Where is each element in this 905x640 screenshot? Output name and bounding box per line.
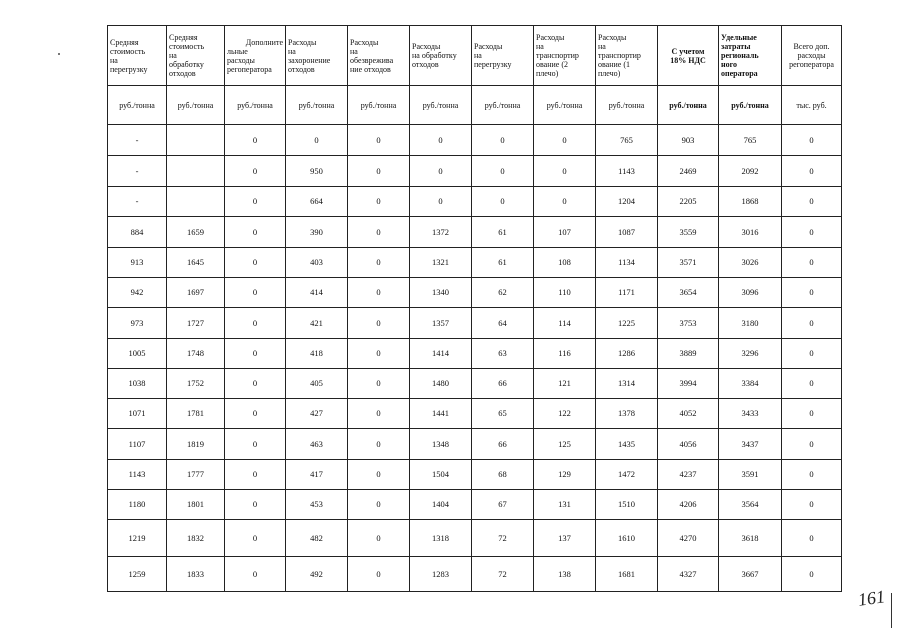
- table-cell: 0: [225, 278, 286, 308]
- table-cell: 390: [286, 217, 348, 248]
- table-cell: 67: [472, 490, 534, 520]
- table-cell: 1204: [596, 187, 658, 217]
- table-cell: 0: [348, 308, 410, 339]
- header-row: [108, 26, 842, 86]
- header-text: регоператора: [789, 60, 834, 69]
- table-cell: 1357: [410, 308, 472, 339]
- header-text: Средняя: [169, 33, 198, 42]
- table-cell: 138: [534, 557, 596, 592]
- table-cell: 1283: [410, 557, 472, 592]
- table-cell: 1727: [167, 308, 225, 339]
- table-row: [108, 399, 842, 429]
- table-cell: 1510: [596, 490, 658, 520]
- table-cell: 884: [108, 217, 167, 248]
- table-cell: 121: [534, 369, 596, 399]
- table-cell: 3433: [719, 399, 782, 429]
- table-cell: 66: [472, 369, 534, 399]
- table-cell: 1748: [167, 339, 225, 369]
- header-text: ование (1: [598, 60, 630, 69]
- header-text: Всего доп.: [793, 42, 830, 51]
- table-cell: 3016: [719, 217, 782, 248]
- unit-cell: руб./тонна: [472, 86, 534, 125]
- units-row: [108, 86, 842, 125]
- table-cell: 131: [534, 490, 596, 520]
- table-cell: 0: [348, 557, 410, 592]
- table-cell: 973: [108, 308, 167, 339]
- table-cell: 0: [534, 187, 596, 217]
- table-cell: 0: [225, 339, 286, 369]
- header-cell: [719, 26, 782, 86]
- table-header: [108, 26, 842, 125]
- table-cell: 0: [225, 217, 286, 248]
- header-text: стоимость: [169, 42, 205, 51]
- table-cell: 0: [225, 490, 286, 520]
- header-cell: [596, 26, 658, 86]
- table-row: [108, 429, 842, 460]
- table-cell: 4056: [658, 429, 719, 460]
- header-text: на: [350, 46, 358, 56]
- table-cell: 0: [782, 125, 842, 156]
- table-cell: 3384: [719, 369, 782, 399]
- header-cell: [108, 26, 167, 86]
- table-row: [108, 248, 842, 278]
- table-cell: 1801: [167, 490, 225, 520]
- header-cell: [782, 26, 842, 86]
- header-text: на: [288, 46, 296, 56]
- table-cell: 0: [348, 248, 410, 278]
- table-cell: 1071: [108, 399, 167, 429]
- header-text: обработку: [169, 60, 204, 69]
- table-cell: 418: [286, 339, 348, 369]
- header-text: стоимость: [110, 46, 146, 56]
- header-text: Расходы: [288, 37, 317, 47]
- table-cell: 0: [225, 369, 286, 399]
- table-row: [108, 557, 842, 592]
- header-text: региональ: [721, 51, 759, 60]
- table-cell: 72: [472, 557, 534, 592]
- table-cell: 63: [472, 339, 534, 369]
- header-text: льные: [227, 46, 248, 56]
- table-cell: 1038: [108, 369, 167, 399]
- table-cell: 1134: [596, 248, 658, 278]
- table-cell: 950: [286, 156, 348, 187]
- table-cell: 403: [286, 248, 348, 278]
- header-text: захоронение: [288, 55, 331, 65]
- table-cell: 427: [286, 399, 348, 429]
- table-cell: 1610: [596, 520, 658, 557]
- table-cell: 0: [782, 520, 842, 557]
- table-cell: -: [108, 125, 167, 156]
- table-cell: 0: [348, 369, 410, 399]
- table-cell: 492: [286, 557, 348, 592]
- table-row: [108, 490, 842, 520]
- header-cell: [534, 26, 596, 86]
- header-text: Расходы: [598, 33, 627, 42]
- table-cell: 0: [348, 460, 410, 490]
- table-cell: 66: [472, 429, 534, 460]
- table-cell: 0: [348, 490, 410, 520]
- header-text: затраты: [721, 42, 751, 51]
- header-text: ного: [721, 60, 738, 69]
- table-cell: 463: [286, 429, 348, 460]
- table-cell: 0: [225, 156, 286, 187]
- table-cell: 65: [472, 399, 534, 429]
- table-cell: 1404: [410, 490, 472, 520]
- table-cell: 1171: [596, 278, 658, 308]
- table-cell: 114: [534, 308, 596, 339]
- unit-cell: руб./тонна: [348, 86, 410, 125]
- table-cell: 64: [472, 308, 534, 339]
- header-text: отходов: [169, 69, 196, 78]
- table-cell: 2205: [658, 187, 719, 217]
- table-cell: 0: [225, 520, 286, 557]
- table-cell: 0: [782, 399, 842, 429]
- table-cell: 3994: [658, 369, 719, 399]
- table-cell: 2469: [658, 156, 719, 187]
- table-cell: 1868: [719, 187, 782, 217]
- table-row: [108, 369, 842, 399]
- table-row: [108, 187, 842, 217]
- page-number: 161: [856, 586, 887, 610]
- table-cell: 1752: [167, 369, 225, 399]
- table-cell: 0: [782, 460, 842, 490]
- header-text: на: [474, 51, 482, 60]
- table-cell: 3889: [658, 339, 719, 369]
- table-cell: 107: [534, 217, 596, 248]
- table-cell: 0: [472, 125, 534, 156]
- table-cell: 1435: [596, 429, 658, 460]
- table-cell: 1819: [167, 429, 225, 460]
- header-text: перегрузку: [110, 64, 148, 74]
- header-text: на: [110, 55, 118, 65]
- table-cell: 1143: [596, 156, 658, 187]
- table-cell: 68: [472, 460, 534, 490]
- table-cell: 1180: [108, 490, 167, 520]
- table-cell: 0: [225, 308, 286, 339]
- table-cell: 0: [348, 278, 410, 308]
- table-cell: 421: [286, 308, 348, 339]
- table-cell: 1480: [410, 369, 472, 399]
- table-cell: 913: [108, 248, 167, 278]
- table-cell: 0: [782, 187, 842, 217]
- table-body: [108, 125, 842, 592]
- table-cell: 1781: [167, 399, 225, 429]
- table-cell: 3618: [719, 520, 782, 557]
- table-cell: 903: [658, 125, 719, 156]
- table-cell: 3559: [658, 217, 719, 248]
- table-cell: 3437: [719, 429, 782, 460]
- table-cell: 0: [348, 429, 410, 460]
- table-cell: 0: [348, 125, 410, 156]
- table-cell: 1378: [596, 399, 658, 429]
- table-cell: 3296: [719, 339, 782, 369]
- header-text: на: [169, 51, 177, 60]
- table-cell: 129: [534, 460, 596, 490]
- header-text: Дополните: [245, 37, 283, 47]
- table-cell: 3180: [719, 308, 782, 339]
- table-cell: 3654: [658, 278, 719, 308]
- table-cell: 0: [410, 187, 472, 217]
- table-cell: -: [108, 187, 167, 217]
- table-cell: 0: [782, 429, 842, 460]
- unit-cell: руб./тонна: [534, 86, 596, 125]
- header-text: С учетом: [671, 46, 705, 56]
- table-cell: 3564: [719, 490, 782, 520]
- table-cell: 1321: [410, 248, 472, 278]
- table-cell: 482: [286, 520, 348, 557]
- header-text: транспортир: [598, 51, 641, 60]
- table-cell: [167, 125, 225, 156]
- table-cell: 0: [782, 248, 842, 278]
- table-cell: 0: [348, 520, 410, 557]
- header-text: оператора: [721, 69, 758, 78]
- table-cell: [167, 187, 225, 217]
- header-text: на: [598, 42, 606, 51]
- table-cell: 1472: [596, 460, 658, 490]
- table-cell: 1259: [108, 557, 167, 592]
- header-cell: [348, 26, 410, 86]
- table-cell: 1286: [596, 339, 658, 369]
- table-cell: 0: [782, 490, 842, 520]
- header-cell: [167, 26, 225, 86]
- table-cell: 0: [348, 399, 410, 429]
- table-cell: 1504: [410, 460, 472, 490]
- table-row: [108, 460, 842, 490]
- table-cell: 1087: [596, 217, 658, 248]
- table-cell: 61: [472, 217, 534, 248]
- table-cell: 0: [472, 187, 534, 217]
- table-cell: 1832: [167, 520, 225, 557]
- table-cell: 0: [348, 217, 410, 248]
- header-text: Расходы: [350, 37, 379, 47]
- header-text: Средняя: [110, 37, 139, 47]
- unit-cell: руб./тонна: [410, 86, 472, 125]
- table-cell: 1777: [167, 460, 225, 490]
- table-cell: 0: [225, 460, 286, 490]
- table-cell: 3571: [658, 248, 719, 278]
- header-text: плечо): [598, 69, 621, 78]
- table-cell: 0: [534, 125, 596, 156]
- table-cell: 664: [286, 187, 348, 217]
- table-cell: 3667: [719, 557, 782, 592]
- unit-cell: руб./тонна: [286, 86, 348, 125]
- table-cell: 4237: [658, 460, 719, 490]
- unit-cell: тыс. руб.: [782, 86, 842, 125]
- header-cell: [286, 26, 348, 86]
- unit-cell: руб./тонна: [167, 86, 225, 125]
- table-cell: 1372: [410, 217, 472, 248]
- table-cell: 4327: [658, 557, 719, 592]
- table-cell: 3753: [658, 308, 719, 339]
- table-cell: 122: [534, 399, 596, 429]
- table-cell: 1659: [167, 217, 225, 248]
- header-text: Расходы: [536, 33, 565, 42]
- header-text: 18% НДС: [670, 55, 706, 65]
- table-cell: 0: [472, 156, 534, 187]
- table-cell: 0: [225, 187, 286, 217]
- header-text: на обработку: [412, 51, 457, 60]
- table-row: [108, 339, 842, 369]
- unit-cell: руб./тонна: [225, 86, 286, 125]
- table-cell: 61: [472, 248, 534, 278]
- table-cell: 414: [286, 278, 348, 308]
- table-cell: 0: [286, 125, 348, 156]
- table-cell: 1219: [108, 520, 167, 557]
- table-cell: 1645: [167, 248, 225, 278]
- table-cell: 1414: [410, 339, 472, 369]
- table-cell: 1348: [410, 429, 472, 460]
- table-cell: 108: [534, 248, 596, 278]
- table-cell: 4052: [658, 399, 719, 429]
- header-text: отходов: [288, 64, 315, 74]
- table-cell: 0: [225, 557, 286, 592]
- table-cell: 4206: [658, 490, 719, 520]
- table-row: [108, 278, 842, 308]
- unit-cell: руб./тонна: [658, 86, 719, 125]
- table-cell: 1314: [596, 369, 658, 399]
- table-row: [108, 156, 842, 187]
- table-cell: 1107: [108, 429, 167, 460]
- table-cell: 0: [782, 369, 842, 399]
- table-cell: 0: [782, 308, 842, 339]
- table-row: [108, 217, 842, 248]
- header-text: отходов: [412, 60, 439, 69]
- header-text: ние отходов: [350, 64, 391, 74]
- table-cell: 1681: [596, 557, 658, 592]
- header-text: Расходы: [474, 42, 503, 51]
- header-text: расходы: [797, 51, 826, 60]
- table-row: [108, 125, 842, 156]
- table-cell: 0: [782, 339, 842, 369]
- table-cell: 0: [225, 125, 286, 156]
- header-text: Удельные: [721, 33, 757, 42]
- table-cell: 3026: [719, 248, 782, 278]
- header-text: транспортир: [536, 51, 579, 60]
- table-cell: 0: [348, 156, 410, 187]
- header-cell: [658, 26, 719, 86]
- table-cell: 116: [534, 339, 596, 369]
- table-cell: 3591: [719, 460, 782, 490]
- table-row: [108, 520, 842, 557]
- table-cell: 72: [472, 520, 534, 557]
- table-cell: 125: [534, 429, 596, 460]
- table-cell: 0: [534, 156, 596, 187]
- table-cell: 0: [782, 156, 842, 187]
- table-cell: 765: [596, 125, 658, 156]
- table-cell: 110: [534, 278, 596, 308]
- header-text: регоператора: [227, 64, 272, 74]
- table-cell: 405: [286, 369, 348, 399]
- table-cell: 1833: [167, 557, 225, 592]
- table-cell: 4270: [658, 520, 719, 557]
- header-text: плечо): [536, 69, 559, 78]
- table-cell: 1441: [410, 399, 472, 429]
- header-cell: [225, 26, 286, 86]
- unit-cell: руб./тонна: [596, 86, 658, 125]
- header-cell: [472, 26, 534, 86]
- header-text: на: [536, 42, 544, 51]
- cost-table: [107, 25, 842, 592]
- edge-mark: [891, 593, 892, 628]
- table-cell: 62: [472, 278, 534, 308]
- table-cell: 0: [225, 399, 286, 429]
- table-cell: 0: [348, 187, 410, 217]
- header-text: ование (2: [536, 60, 568, 69]
- table-row: [108, 308, 842, 339]
- table-cell: 765: [719, 125, 782, 156]
- table-cell: 0: [225, 429, 286, 460]
- unit-cell: руб./тонна: [719, 86, 782, 125]
- header-text: Расходы: [412, 42, 441, 51]
- table-cell: 2092: [719, 156, 782, 187]
- table-cell: -: [108, 156, 167, 187]
- table-cell: 0: [782, 278, 842, 308]
- table-cell: 1005: [108, 339, 167, 369]
- table-cell: 1143: [108, 460, 167, 490]
- table-cell: 1340: [410, 278, 472, 308]
- table-cell: 453: [286, 490, 348, 520]
- header-text: перегрузку: [474, 60, 512, 69]
- table-cell: 942: [108, 278, 167, 308]
- table-cell: 1318: [410, 520, 472, 557]
- table-cell: 0: [410, 125, 472, 156]
- table-cell: 3096: [719, 278, 782, 308]
- table-cell: 0: [782, 557, 842, 592]
- header-text: обезврежива: [350, 55, 394, 65]
- table-cell: 0: [225, 248, 286, 278]
- table-cell: 1697: [167, 278, 225, 308]
- header-cell: [410, 26, 472, 86]
- table-cell: 0: [782, 217, 842, 248]
- table-cell: [167, 156, 225, 187]
- table-cell: 417: [286, 460, 348, 490]
- table-cell: 0: [410, 156, 472, 187]
- table-cell: 1225: [596, 308, 658, 339]
- unit-cell: руб./тонна: [108, 86, 167, 125]
- table-cell: 0: [348, 339, 410, 369]
- header-text: расходы: [227, 55, 255, 65]
- scan-speck: [58, 53, 60, 55]
- table-cell: 137: [534, 520, 596, 557]
